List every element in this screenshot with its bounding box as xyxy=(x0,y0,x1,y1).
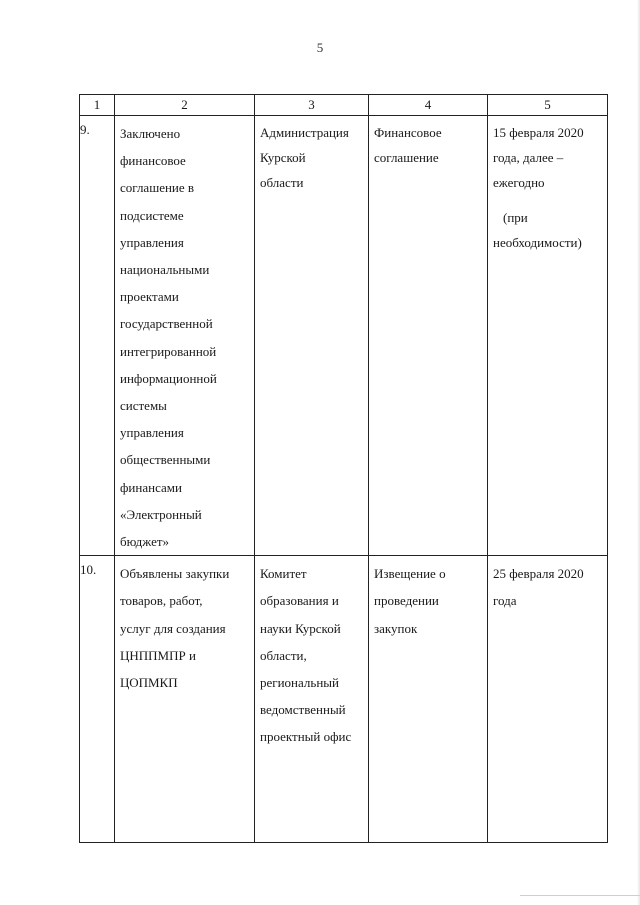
cell-line: интегрированной xyxy=(120,343,217,359)
event-cell xyxy=(115,116,255,556)
cell-line: соглашение в xyxy=(120,180,195,196)
page-number: 5 xyxy=(316,40,324,55)
cell-line: региональный xyxy=(260,675,339,691)
cell-line: системы xyxy=(120,398,167,414)
header-cell: 5 xyxy=(488,95,608,116)
cell-line: области xyxy=(260,175,304,190)
cell-line: ЦОПМКП xyxy=(120,675,178,691)
header-cell: 4 xyxy=(369,95,488,116)
cell-line: Финансовое xyxy=(374,125,442,140)
row-number: 9. xyxy=(80,116,115,556)
cell-line: закупок xyxy=(374,620,418,636)
cell-line: проектный офис xyxy=(260,729,352,745)
cell-line: ведомственный xyxy=(260,702,346,718)
cell-line: подсистеме xyxy=(120,207,184,223)
cell-line: финансами xyxy=(120,479,182,495)
cell-line: Курской xyxy=(260,150,306,165)
cell-line: бюджет» xyxy=(120,534,170,550)
cell-line: государственной xyxy=(120,316,213,332)
cell-line: образования и xyxy=(260,593,339,609)
cell-line: услуг для создания xyxy=(120,620,226,636)
cell-line: проектами xyxy=(120,289,179,305)
row-number: 10. xyxy=(80,556,115,843)
responsible-lines xyxy=(255,116,368,195)
cell-line: информационной xyxy=(120,370,217,386)
cell-line: соглашение xyxy=(374,150,439,165)
document-cell xyxy=(369,556,488,843)
cell-line: года, далее – xyxy=(493,150,564,165)
document-lines xyxy=(369,116,487,170)
cell-line: национальными xyxy=(120,262,210,278)
header-cell: 2 xyxy=(115,95,255,116)
deadline-note xyxy=(488,201,607,255)
cell-line: Администрация xyxy=(260,125,349,140)
cell-line: «Электронный xyxy=(120,506,202,522)
header-cell: 3 xyxy=(255,95,369,116)
header-cell: 1 xyxy=(80,95,115,116)
cell-line: (при xyxy=(503,210,528,225)
cell-line: ЦНППМПР и xyxy=(120,647,196,663)
event-lines xyxy=(115,556,254,696)
cell-line: управления xyxy=(120,425,184,441)
event-lines xyxy=(115,116,254,555)
cell-line: 25 февраля 2020 xyxy=(493,566,584,582)
cell-line: года xyxy=(493,593,517,609)
cell-line: Комитет xyxy=(260,566,307,582)
responsible-cell xyxy=(255,556,369,843)
cell-line: финансовое xyxy=(120,153,186,169)
cell-line: управления xyxy=(120,234,184,250)
responsible-cell xyxy=(255,116,369,556)
table-row xyxy=(80,556,608,843)
deadline-cell xyxy=(488,116,608,556)
table-row xyxy=(80,116,608,556)
cell-line: необходимости) xyxy=(493,235,582,250)
cell-line: Извещение о xyxy=(374,566,446,582)
deadline-lines xyxy=(488,116,607,195)
responsible-lines xyxy=(255,556,368,750)
document-cell xyxy=(369,116,488,556)
cell-line: Объявлены закупки xyxy=(120,566,230,582)
cell-line: ежегодно xyxy=(493,175,545,190)
cell-line: области, xyxy=(260,647,307,663)
document-lines xyxy=(369,556,487,642)
table-header-row xyxy=(80,95,608,116)
event-cell xyxy=(115,556,255,843)
deadline-lines xyxy=(488,556,607,614)
cell-line: 15 февраля 2020 xyxy=(493,125,584,140)
cell-line: товаров, работ, xyxy=(120,593,203,609)
cell-line: общественными xyxy=(120,452,211,468)
cell-line: науки Курской xyxy=(260,620,341,636)
event-plan-table xyxy=(79,94,608,843)
deadline-cell xyxy=(488,556,608,843)
cell-line: проведении xyxy=(374,593,439,609)
cell-line: Заключено xyxy=(120,126,181,141)
scan-bottom-mark xyxy=(520,895,640,896)
